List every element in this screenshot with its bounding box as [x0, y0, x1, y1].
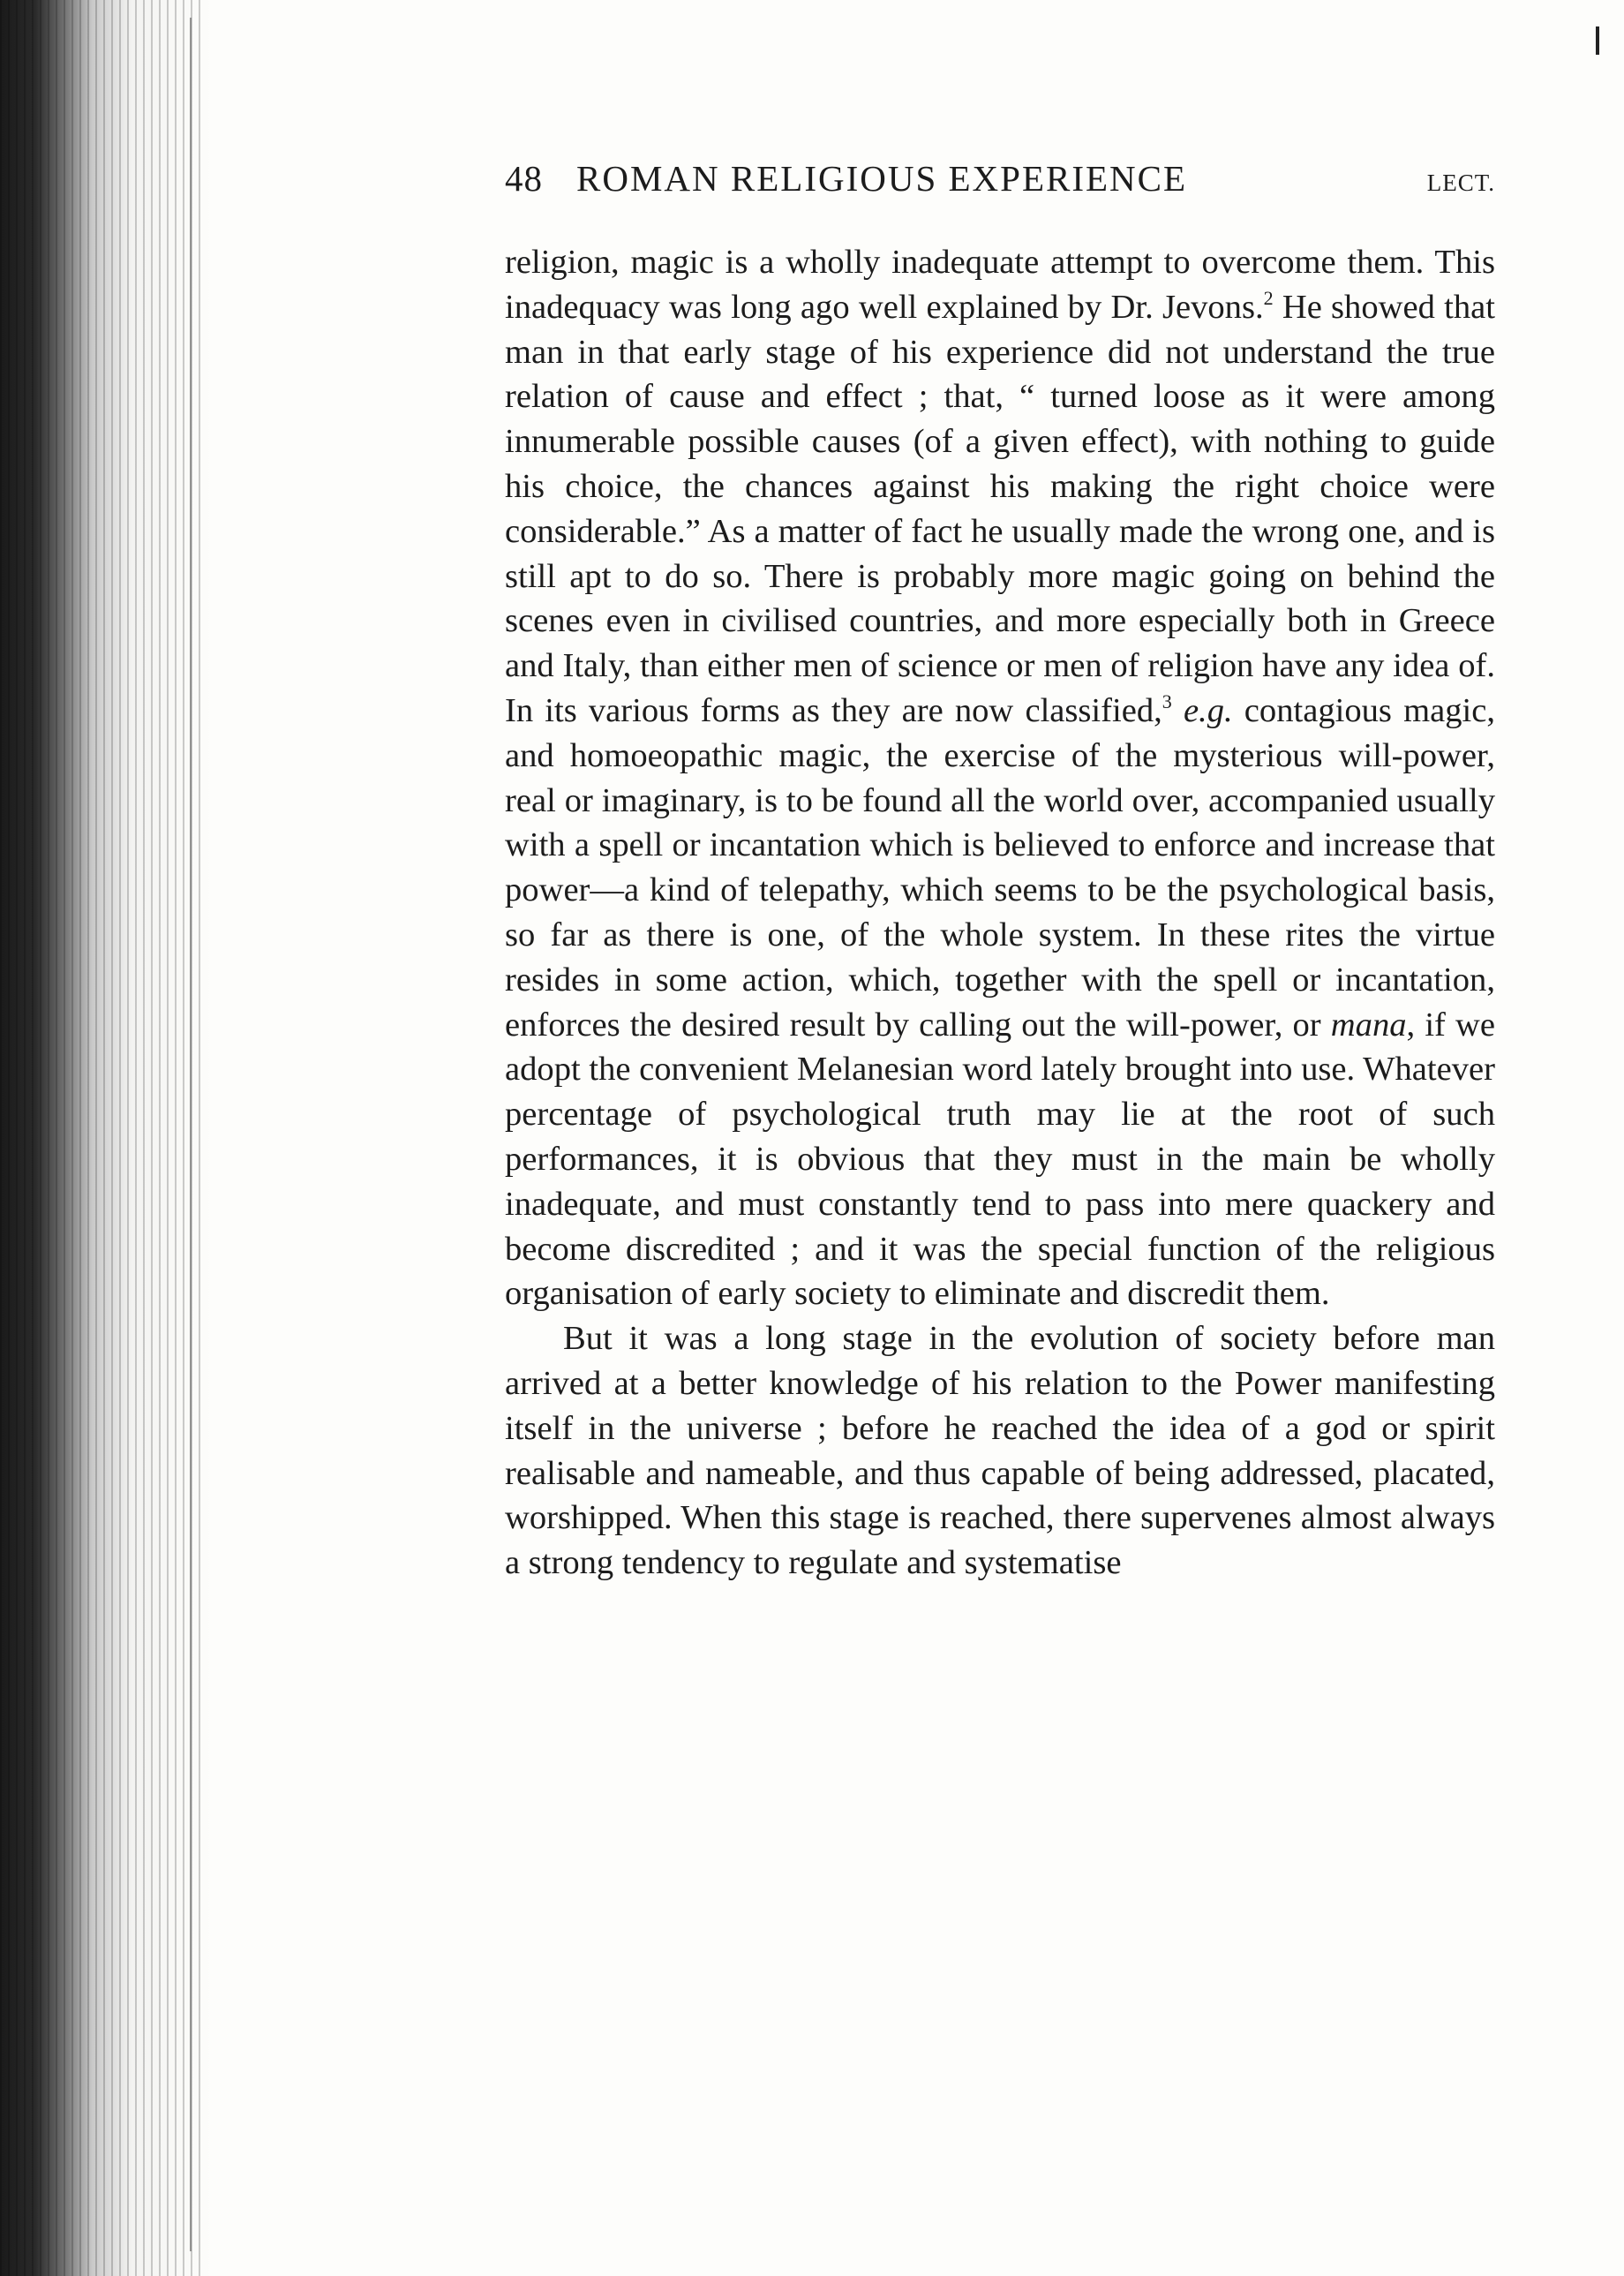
book-page — [505, 157, 1495, 1586]
running-head — [505, 157, 1495, 214]
paragraph-1-text-a: religion, magic is a wholly inadequate attempt to overcome them. This inadequacy was long ago well explained by Dr. Jevons. — [505, 244, 1495, 326]
paragraph-1 — [505, 240, 1495, 1316]
paragraph-1-text-c: contagious magic, and homoeopathic magic, the exercise of the mysterious will-power, real or imaginary, is to be found all the world over, accompanied usually with a spell or incantation which is believed to enforce and increase that power—a kind of telepathy, which seems to be the psychological basis, so far as there is one, of the whole system. In these rites the virtue resides in some action, which, together with the spell or incantation, enforces the desired result by calling out the will-power, or — [505, 691, 1495, 1044]
paragraph-1-text-b: He showed that man in that early stage of his experience did not understand the true relation of cause and effect ; that, “ turned loose as it were among innumerable possible causes (of a given effect), with nothing to guide his choice, the chances against his making the right choice were considerable.” As a matter of fact he usually made the wrong one, and is still apt to do so. There is probably more magic going on behind the scenes even in civilised countries, and more especially both in Greece and Italy, than either men of science or men of religion have any idea of. In its various forms as they are now classified, — [505, 288, 1495, 729]
body-text — [505, 240, 1495, 1586]
footnote-ref-3: 3 — [1162, 690, 1172, 712]
paragraph-1-text-d: , if we adopt the convenient Melanesian word lately brought into use. Whatever percentage of psychological truth may lie at the root of such performances, it is obvious that they must in the main be wholly inadequate, and must constantly tend to pass into mere quackery and become discredited ; and it was the special function of the religious organisation of early society to eliminate and discredit them. — [505, 1006, 1496, 1313]
italic-mana: mana — [1330, 1006, 1407, 1044]
page-edge-rule — [190, 18, 192, 2251]
paragraph-2: But it was a long stage in the evolution of society before man arrived at a better knowledge of his relation to the Power manifesting itself in the universe ; before he reached the idea of a god or spirit realisable and nameable, and thus capable of being addressed, placated, worshipped. When this stage is reached, there supervenes almost always a strong tendency to regulate and systematise — [505, 1320, 1495, 1582]
running-head-section: LECT. — [1426, 170, 1495, 196]
italic-eg: e.g. — [1183, 691, 1233, 729]
footnote-ref-2: 2 — [1263, 286, 1274, 309]
page-number: 48 — [505, 158, 543, 199]
scan-corner-mark — [1596, 26, 1599, 55]
running-head-title: ROMAN RELIGIOUS EXPERIENCE — [576, 158, 1188, 199]
page-edge-lines — [0, 0, 203, 2276]
